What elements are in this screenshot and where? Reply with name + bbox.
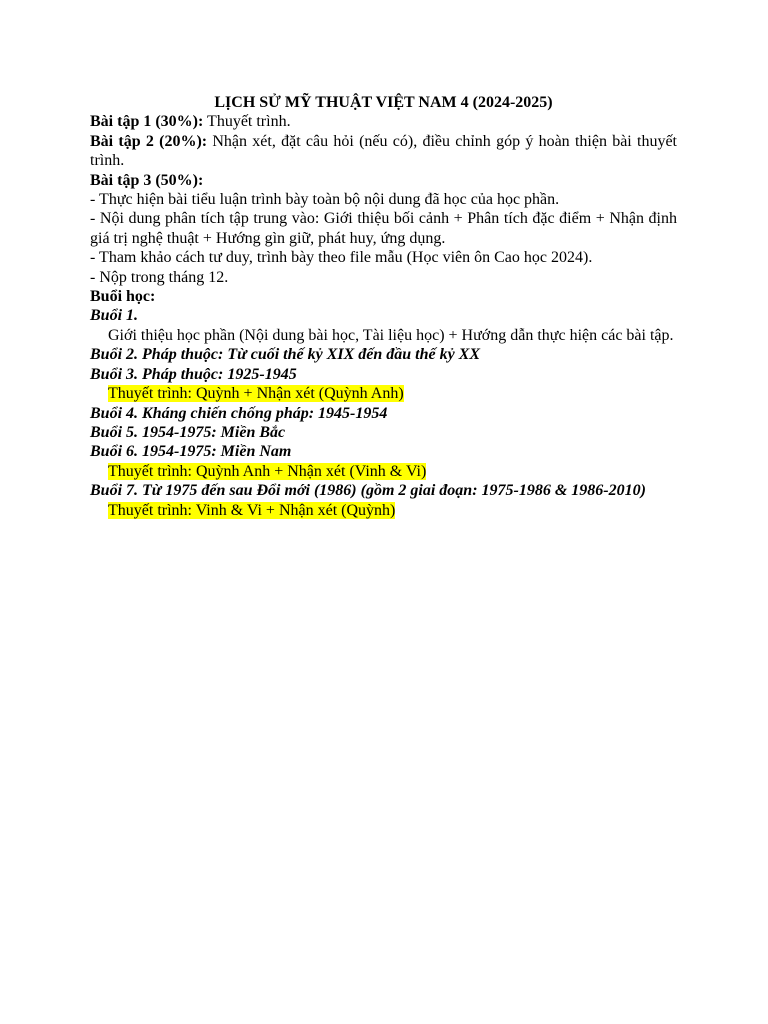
session-1-heading: Buổi 1. xyxy=(90,307,139,325)
session-1-note: Giới thiệu học phần (Nội dung bài học, Tài liệu học) + Hướng dẫn thực hiện các bài tập. xyxy=(108,326,674,344)
assignment-1 xyxy=(90,112,677,131)
session-5-heading: Buổi 5. 1954-1975: Miền Bắc xyxy=(90,423,286,441)
assignment-3-item: - Nộp trong tháng 12. xyxy=(90,268,229,286)
document-title: LỊCH SỬ MỸ THUẬT VIỆT NAM 4 (2024-2025) xyxy=(214,94,553,111)
highlighted-text: Thuyết trình: Vinh & Vi + Nhận xét (Quỳnh) xyxy=(108,501,396,519)
session-7-presentation xyxy=(90,501,677,520)
assignment-3-item: - Thực hiện bài tiểu luận trình bày toàn bộ nội dung đã học của học phần. xyxy=(90,191,560,209)
assignment-3-label: Bài tập 3 (50%): xyxy=(90,171,204,189)
assignment-3 xyxy=(90,171,677,190)
session-2-heading: Buổi 2. Pháp thuộc: Từ cuối thế kỷ XIX đến đầu thế kỷ XX xyxy=(90,346,481,364)
session-3-presentation xyxy=(90,384,677,403)
assignment-1-label: Bài tập 1 (30%): xyxy=(90,113,204,131)
assignment-2-label: Bài tập 2 (20%): xyxy=(90,132,208,150)
assignment-3-item: - Nội dung phân tích tập trung vào: Giới thiệu bối cảnh + Phân tích đặc điểm + Nhận định giá trị nghệ thuật + Hướng gìn giữ, phát huy, ứng dụng. xyxy=(90,210,677,247)
highlighted-text: Thuyết trình: Quỳnh Anh + Nhận xét (Vinh & Vi) xyxy=(108,462,427,480)
session-3-heading: Buổi 3. Pháp thuộc: 1925-1945 xyxy=(90,365,297,383)
session-6-heading: Buổi 6. 1954-1975: Miền Nam xyxy=(90,443,292,461)
session-7-heading: Buổi 7. Từ 1975 đến sau Đổi mới (1986) (gồm 2 giai đoạn: 1975-1986 & 1986-2010) xyxy=(90,482,646,500)
session-6-presentation xyxy=(90,462,677,481)
sessions-heading: Buổi học: xyxy=(90,288,156,306)
assignment-2-text: Nhận xét, đặt câu hỏi (nếu có), điều chỉnh góp ý hoàn thiện bài thuyết trình. xyxy=(90,132,678,170)
highlighted-text: Thuyết trình: Quỳnh + Nhận xét (Quỳnh Anh) xyxy=(108,385,404,403)
assignment-2 xyxy=(90,132,677,171)
assignment-1-text: Thuyết trình. xyxy=(203,113,291,131)
assignment-3-item: - Tham khảo cách tư duy, trình bày theo file mẫu (Học viên ôn Cao học 2024). xyxy=(90,249,593,267)
session-4-heading: Buổi 4. Kháng chiến chống pháp: 1945-1954 xyxy=(90,404,388,422)
